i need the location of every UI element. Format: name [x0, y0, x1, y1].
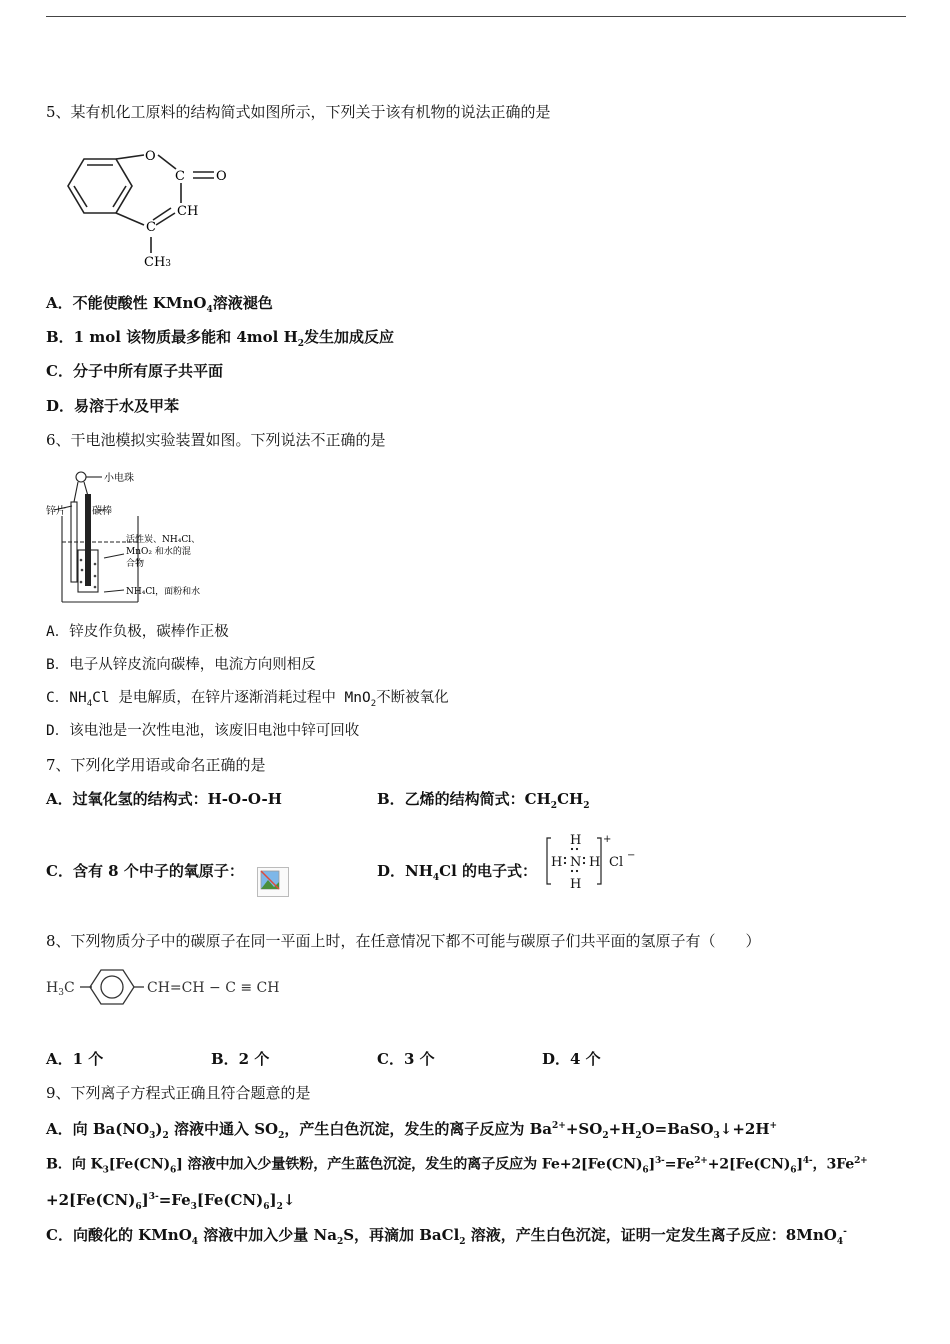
- q5-stem: 5、某有机化工原料的结构简式如图所示，下列关于该有机物的说法正确的是: [46, 103, 551, 121]
- q8-option-a: A．1 个: [46, 1050, 104, 1068]
- q7-option-d: D．$NH_4Cl$ 的电子式：: [377, 862, 538, 883]
- mixture-label-3: 合物: [126, 559, 145, 569]
- dry-cell-apparatus-figure: [44, 468, 224, 608]
- q6-option-b: B．电子从锌皮流向碳棒，电流方向则相反: [46, 657, 316, 673]
- ch-label: CH: [177, 204, 199, 219]
- coumarin-structure-figure: [50, 145, 240, 270]
- bulb-label: 小电珠: [104, 473, 134, 484]
- q8-option-d: D．4 个: [542, 1050, 601, 1068]
- c4-label: C: [146, 220, 156, 235]
- benzene-ring: [68, 159, 132, 213]
- mixture-label-1: 活性炭、NH₄Cl、: [126, 535, 201, 545]
- electron-h-top: H: [570, 833, 582, 848]
- q7-stem: 7、下列化学用语或命名正确的是: [46, 756, 266, 774]
- mixture-label-2: MnO₂ 和水的混: [126, 547, 191, 557]
- q8-option-b: B．2 个: [211, 1050, 270, 1068]
- methyl-label: CH3: [144, 255, 172, 270]
- zinc-label: 锌片: [46, 506, 66, 517]
- q6-option-a: A．锌皮作负极，碳棒作正极: [46, 624, 229, 640]
- q8-molecule-figure: [44, 966, 314, 1026]
- q7-option-a: A．过氧化氢的结构式：H-O-O-H: [46, 790, 282, 808]
- anion-charge: −: [627, 850, 636, 861]
- broken-image-icon: [257, 867, 289, 897]
- ring-oxygen-label: O: [145, 149, 156, 164]
- q9-option-b-line2: $+2[Fe(CN)_6]^{3-}=Fe_3[Fe(CN)_6]_2↓$: [46, 1191, 296, 1212]
- carbonyl-oxygen-label: O: [216, 169, 227, 184]
- carbonyl-carbon-label: C: [175, 169, 185, 184]
- q5-option-d: D．易溶于水及甲苯: [46, 397, 180, 415]
- q8-option-c: C．3 个: [377, 1050, 435, 1068]
- cation-charge: +: [603, 834, 612, 845]
- ammonium-chloride-electron-formula: [543, 830, 643, 894]
- carbon-rod: [85, 494, 91, 586]
- q8-stem: 8、下列物质分子中的碳原子在同一平面上时，在任意情况下都不可能与碳原子们共平面的氢原子有（ ）: [46, 932, 761, 950]
- q6-option-c: C．$NH_4Cl$ 是电解质，在锌片逐渐消耗过程中 MnO$_2$不断被氧化: [46, 690, 449, 709]
- q5-option-a: A．不能使酸性 KMnO$_4$溶液褪色: [46, 294, 273, 315]
- q9-option-b-line1: B．向 $K_3[Fe(CN)_6]$ 溶液中加入少量铁粉，产生蓝色沉淀，发生的离子反应为 $Fe+2[Fe(CN)_6]^{3-}=Fe^{2+}+2[Fe(CN)_6]^{4-}$，$3Fe^{2+}$: [46, 1156, 868, 1176]
- electron-h-right: H: [589, 855, 601, 870]
- q9-option-c: C．向酸化的 KMnO$_4$ 溶液中加入少量 $Na_2S$，再滴加 BaCl$_2$ 溶液，产生白色沉淀，证明一定发生离子反应：8MnO$_4$-: [46, 1226, 847, 1247]
- q6-stem: 6、干电池模拟实验装置如图。下列说法不正确的是: [46, 431, 386, 449]
- q7-option-b: B．乙烯的结构简式：$CH_2CH_2$: [377, 790, 590, 811]
- q9-stem: 9、下列离子方程式正确且符合题意的是: [46, 1084, 311, 1102]
- bulb-icon: [76, 472, 86, 482]
- chloride-label: Cl: [609, 855, 624, 870]
- electron-h-left: H: [551, 855, 563, 870]
- q7-option-c: C．含有 8 个中子的氧原子：: [46, 862, 244, 880]
- q5-option-c: C．分子中所有原子共平面: [46, 362, 223, 380]
- q6-option-d: D．该电池是一次性电池，该废旧电池中锌可回收: [46, 723, 360, 739]
- aromatic-circle: [101, 976, 123, 998]
- paste-label: NH₄Cl，面粉和水: [126, 587, 201, 597]
- electron-n: N: [570, 855, 582, 870]
- methyl-group-label: $H_3C$: [46, 980, 75, 998]
- top-rule: [46, 16, 906, 17]
- electron-h-bottom: H: [570, 877, 582, 892]
- benzene-ring-q8: [90, 970, 134, 1004]
- rod-label: 碳棒: [92, 506, 112, 517]
- q9-option-a: A．向 $Ba(NO_3)_2$ 溶液中通入 $SO_2$，产生白色沉淀，发生的离子反应为 $Ba^{2+}+SO_2+H_2O=BaSO_3↓+2H^+$: [46, 1120, 778, 1141]
- side-chain-label: CH=CH − C ≡ CH: [147, 980, 280, 996]
- q5-option-b: B．1 mol 该物质最多能和 4mol $H_2$发生加成反应: [46, 328, 395, 349]
